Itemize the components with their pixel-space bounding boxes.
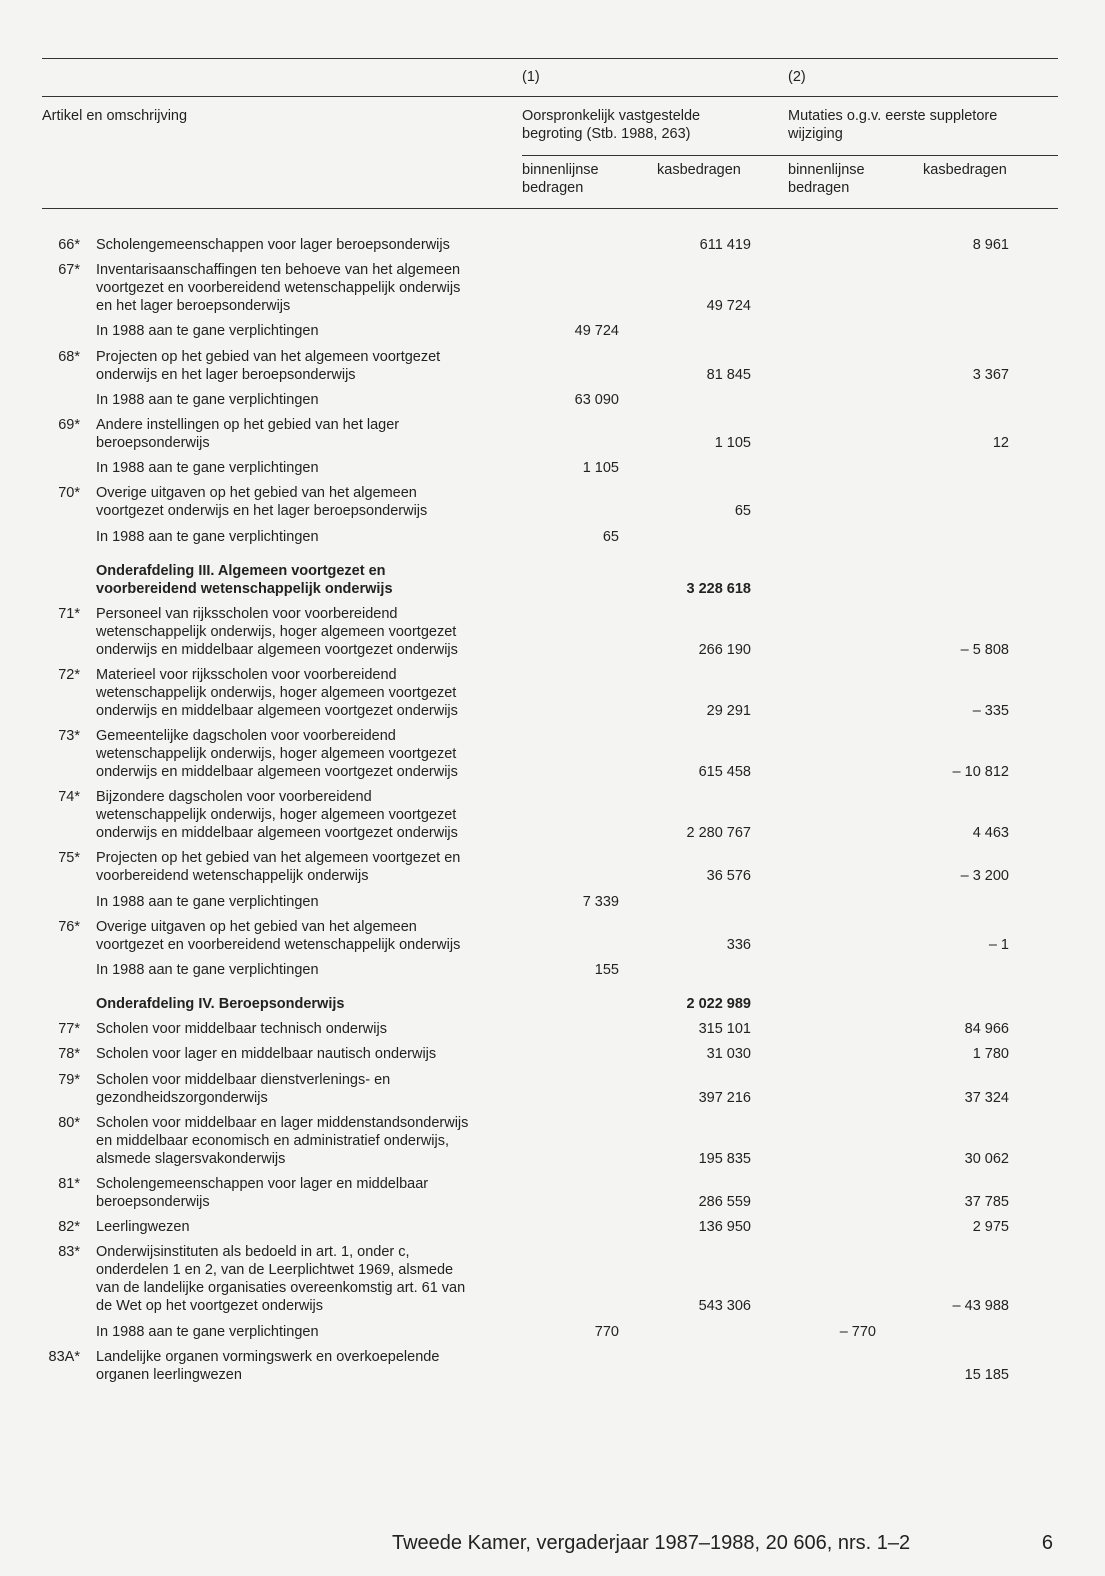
subheader-line: binnenlijnse	[788, 162, 865, 178]
table-row	[0, 322, 1105, 340]
table-row	[0, 236, 1105, 254]
column-1-title	[522, 107, 700, 143]
article-description: Personeel van rijksscholen voor voorbereidend wetenschappelijk onderwijs, hoger algemeen voortgezet onderwijs en middelbaar algemeen voortgezet onderwijs	[96, 605, 458, 658]
article-description: Leerlingwezen	[96, 1219, 190, 1236]
kasbedragen-1-cell: 2 280 767	[686, 825, 751, 842]
article-description: In 1988 aan te gane verplichtingen	[96, 893, 319, 910]
kasbedragen-1-cell: 36 576	[706, 868, 751, 885]
column-2-title	[788, 107, 997, 143]
article-description: Materieel voor rijksscholen voor voorbereidend wetenschappelijk onderwijs, hoger algemeen voortgezet onderwijs en middelbaar algemeen voortgezet onderwijs	[96, 666, 458, 719]
subheader-binnenlijnse-1	[522, 161, 599, 197]
article-number: 80*	[58, 1114, 80, 1131]
kasbedragen-1-cell: 3 228 618	[686, 580, 751, 597]
section-heading-row	[0, 995, 1105, 1013]
kasbedragen-1-cell: 31 030	[706, 1046, 751, 1063]
article-description: Projecten op het gebied van het algemeen voortgezet onderwijs en het lager beroepsonderwijs	[96, 348, 441, 383]
kasbedragen-2-cell: – 1	[988, 936, 1009, 953]
article-number: 67*	[58, 262, 80, 279]
kasbedragen-2-cell: 30 062	[964, 1150, 1009, 1167]
article-description: Bijzondere dagscholen voor voorbereidend wetenschappelijk onderwijs, hoger algemeen voortgezet onderwijs en middelbaar algemeen voortgezet onderwijs	[96, 789, 458, 842]
binnenlijnse-bedragen-1-cell: 770	[594, 1323, 619, 1340]
budget-table-body	[0, 236, 1105, 1384]
article-description: Scholen voor middelbaar technisch onderwijs	[96, 1021, 387, 1038]
subheader-rule	[522, 155, 1058, 156]
column-2-number: (2)	[788, 69, 806, 85]
table-row	[0, 1071, 1105, 1107]
top-rule	[42, 58, 1058, 59]
column-2-title-line: Mutaties o.g.v. eerste suppletore	[788, 108, 998, 124]
kasbedragen-1-cell: 29 291	[706, 702, 751, 719]
table-row	[0, 788, 1105, 842]
subheader-line: bedragen	[788, 180, 850, 196]
article-description: Scholen voor middelbaar en lager middenstandsonderwijs en middelbaar economisch en administratief onderwijs, alsmede slagersvakonderwijs	[96, 1114, 469, 1167]
article-number: 70*	[58, 485, 80, 502]
binnenlijnse-bedragen-1-cell: 1 105	[582, 460, 619, 477]
binnenlijnse-bedragen-2-cell: – 770	[839, 1323, 876, 1340]
section-heading-text: Onderafdeling IV. Beroepsonderwijs	[96, 996, 345, 1012]
kasbedragen-2-cell: – 5 808	[960, 641, 1009, 658]
table-row	[0, 1045, 1105, 1063]
kasbedragen-1-cell: 397 216	[698, 1089, 751, 1106]
table-row	[0, 391, 1105, 409]
section-heading-text: Onderafdeling III. Algemeen voortgezet en voorbereidend wetenschappelijk onderwijs	[96, 562, 393, 597]
article-number: 83A*	[48, 1348, 80, 1365]
table-row	[0, 528, 1105, 546]
section-heading-row	[0, 562, 1105, 598]
table-row	[0, 348, 1105, 384]
article-description: Scholengemeenschappen voor lager beroepsonderwijs	[96, 237, 450, 253]
article-number: 77*	[58, 1021, 80, 1038]
kasbedragen-2-cell: 2 975	[972, 1219, 1009, 1236]
article-number: 68*	[58, 348, 80, 365]
table-row	[0, 849, 1105, 885]
table-head-bottom-rule	[42, 208, 1058, 209]
kasbedragen-1-cell: 286 559	[698, 1193, 751, 1210]
footer-citation: Tweede Kamer, vergaderjaar 1987–1988, 20 606, nrs. 1–2	[392, 1532, 911, 1554]
page-number: 6	[1041, 1532, 1053, 1554]
table-row	[0, 416, 1105, 452]
table-row	[0, 1020, 1105, 1038]
kasbedragen-2-cell: 3 367	[972, 366, 1009, 383]
article-description: Projecten op het gebied van het algemeen voortgezet en voorbereidend wetenschappelijk onderwijs	[96, 850, 461, 885]
table-row	[0, 918, 1105, 954]
column-1-number: (1)	[522, 69, 540, 85]
article-description: Scholen voor middelbaar dienstverlenings- en gezondheidszorgonderwijs	[96, 1071, 391, 1106]
article-description: In 1988 aan te gane verplichtingen	[96, 460, 319, 477]
kasbedragen-2-cell: 4 463	[972, 825, 1009, 842]
table-row	[0, 1348, 1105, 1384]
article-number: 82*	[58, 1219, 80, 1236]
article-description: Gemeentelijke dagscholen voor voorbereidend wetenschappelijk onderwijs, hoger algemeen voortgezet onderwijs en middelbaar algemeen voortgezet onderwijs	[96, 728, 458, 781]
article-number: 83*	[58, 1244, 80, 1261]
article-number: 71*	[58, 605, 80, 622]
kasbedragen-2-cell: – 10 812	[952, 764, 1009, 781]
article-number: 72*	[58, 666, 80, 683]
article-description: Landelijke organen vormingswerk en overkoepelende organen leerlingwezen	[96, 1348, 440, 1383]
article-description: In 1988 aan te gane verplichtingen	[96, 323, 319, 340]
article-number: 69*	[58, 416, 80, 433]
kasbedragen-2-cell: 8 961	[972, 237, 1009, 253]
table-row	[0, 1175, 1105, 1211]
article-number: 78*	[58, 1046, 80, 1063]
table-row	[0, 1218, 1105, 1236]
kasbedragen-1-cell: 543 306	[698, 1298, 751, 1315]
table-row	[0, 459, 1105, 477]
subheader-kasbedragen-1: kasbedragen	[657, 162, 741, 178]
article-description: In 1988 aan te gane verplichtingen	[96, 528, 319, 545]
article-number: 75*	[58, 850, 80, 867]
kasbedragen-1-cell: 65	[734, 503, 751, 520]
table-row	[0, 727, 1105, 781]
column-1-title-line: begroting (Stb. 1988, 263)	[522, 126, 691, 142]
kasbedragen-1-cell: 49 724	[706, 298, 751, 315]
kasbedragen-2-cell: 1 780	[972, 1046, 1009, 1063]
kasbedragen-1-cell: 195 835	[698, 1150, 751, 1167]
kasbedragen-1-cell: 315 101	[698, 1021, 751, 1038]
kasbedragen-2-cell: 37 785	[964, 1193, 1009, 1210]
article-number: 66*	[58, 237, 80, 253]
binnenlijnse-bedragen-1-cell: 63 090	[574, 391, 619, 408]
kasbedragen-2-cell: 15 185	[964, 1366, 1009, 1383]
kasbedragen-1-cell: 336	[726, 936, 751, 953]
binnenlijnse-bedragen-1-cell: 49 724	[574, 323, 619, 340]
article-description: Overige uitgaven op het gebied van het algemeen voortgezet en voorbereidend wetenschappelijk onderwijs	[96, 918, 461, 953]
binnenlijnse-bedragen-1-cell: 7 339	[582, 893, 619, 910]
article-number: 79*	[58, 1071, 80, 1088]
article-description: Overige uitgaven op het gebied van het algemeen voortgezet onderwijs en het lager beroepsonderwijs	[96, 485, 428, 520]
kasbedragen-1-cell: 81 845	[706, 366, 751, 383]
article-number: 74*	[58, 789, 80, 806]
subheader-line: binnenlijnse	[522, 162, 599, 178]
table-row	[0, 1323, 1105, 1341]
article-description: In 1988 aan te gane verplichtingen	[96, 1323, 319, 1340]
article-number: 81*	[58, 1175, 80, 1192]
table-row	[0, 1114, 1105, 1168]
header-rule	[42, 96, 1058, 97]
kasbedragen-1-cell: 611 419	[699, 237, 751, 253]
article-description: Andere instellingen op het gebied van het lager beroepsonderwijs	[96, 416, 400, 451]
binnenlijnse-bedragen-1-cell: 155	[594, 962, 619, 978]
kasbedragen-2-cell: 37 324	[964, 1089, 1009, 1106]
subheader-line: bedragen	[522, 180, 584, 196]
article-description: Onderwijsinstituten als bedoeld in art. 1, onder c, onderdelen 1 en 2, van de Leerplichtwet 1969, alsmede van de landelijke organisaties overeenkomstig art. 61 van de Wet op het voortgezet onderwijs	[96, 1244, 466, 1315]
table-row	[0, 666, 1105, 720]
subheader-binnenlijnse-2	[788, 161, 865, 197]
kasbedragen-1-cell: 615 458	[698, 764, 751, 781]
kasbedragen-1-cell: 1 105	[714, 434, 751, 451]
table-row	[0, 484, 1105, 520]
column-1-title-line: Oorspronkelijk vastgestelde	[522, 108, 701, 124]
kasbedragen-1-cell: 266 190	[698, 641, 751, 658]
column-2-title-line: wijziging	[788, 126, 843, 142]
article-column-label: Artikel en omschrijving	[42, 108, 188, 124]
kasbedragen-2-cell: – 43 988	[952, 1298, 1009, 1315]
table-row	[0, 1243, 1105, 1315]
table-row	[0, 961, 1105, 979]
article-description: In 1988 aan te gane verplichtingen	[96, 391, 319, 408]
article-description: Scholen voor lager en middelbaar nautisch onderwijs	[96, 1046, 437, 1063]
kasbedragen-1-cell: 136 950	[698, 1219, 751, 1236]
article-number: 73*	[58, 728, 80, 745]
table-row	[0, 605, 1105, 659]
kasbedragen-2-cell: 84 966	[964, 1021, 1009, 1038]
article-number: 76*	[58, 918, 80, 935]
article-description: Inventarisaanschaffingen ten behoeve van het algemeen voortgezet en voorbereidend wetenschappelijk onderwijs en het lager beroepsonderwijs	[96, 262, 461, 315]
table-row	[0, 261, 1105, 315]
kasbedragen-2-cell: – 335	[972, 702, 1009, 719]
binnenlijnse-bedragen-1-cell: 65	[602, 528, 619, 545]
subheader-kasbedragen-2: kasbedragen	[923, 162, 1007, 178]
kasbedragen-1-cell: 2 022 989	[686, 996, 751, 1012]
kasbedragen-2-cell: – 3 200	[960, 868, 1009, 885]
article-description: In 1988 aan te gane verplichtingen	[96, 962, 319, 978]
table-row	[0, 893, 1105, 911]
kasbedragen-2-cell: 12	[992, 434, 1009, 451]
article-description: Scholengemeenschappen voor lager en middelbaar beroepsonderwijs	[96, 1175, 429, 1210]
